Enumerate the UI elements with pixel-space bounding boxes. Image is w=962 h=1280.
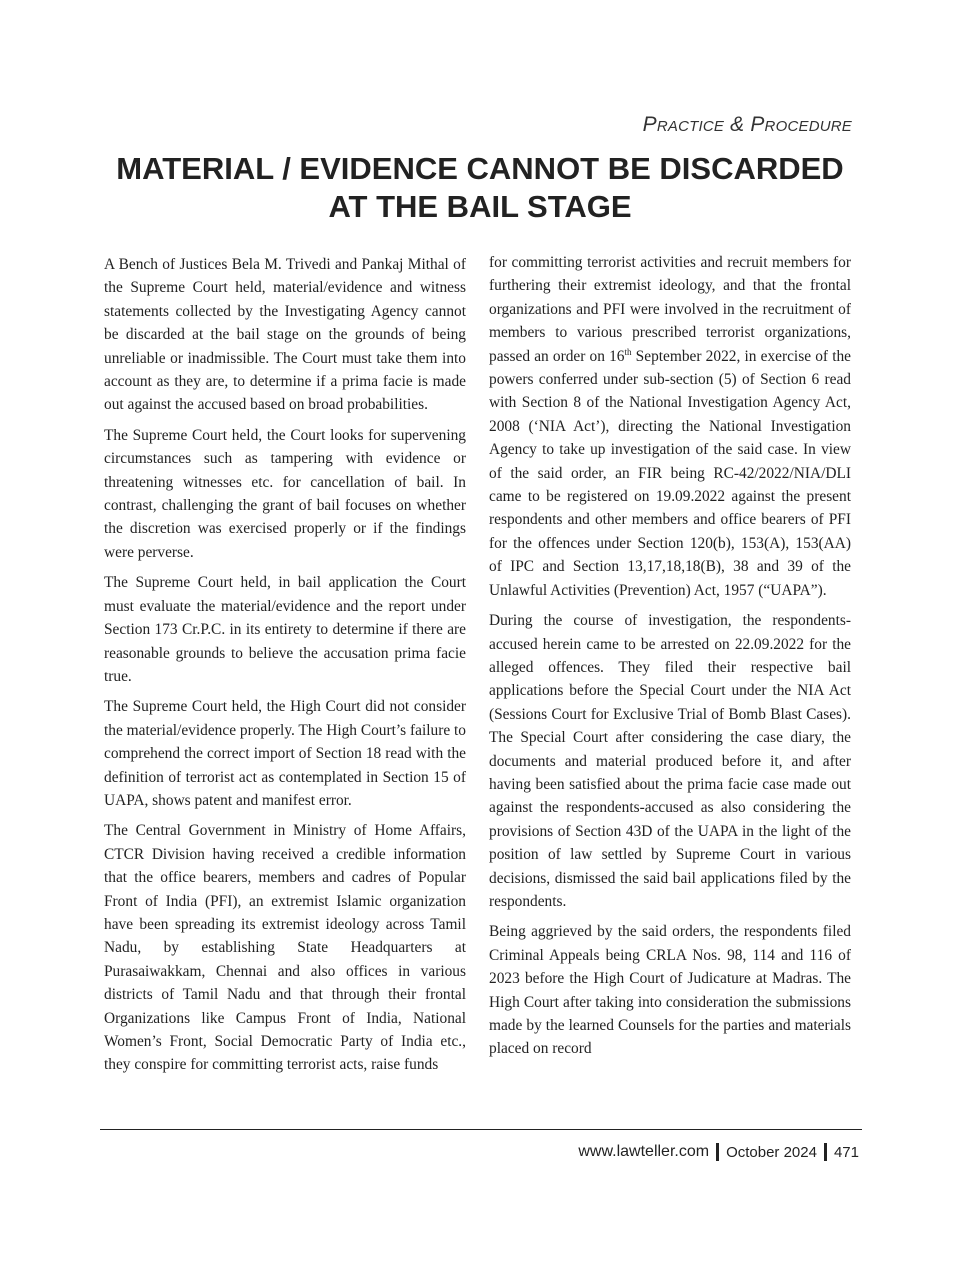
footer-rule	[100, 1129, 862, 1130]
separator	[716, 1143, 719, 1161]
paragraph: A Bench of Justices Bela M. Trivedi and Pankaj Mithal of the Supreme Court held, material/evidence and witness statements collected by the Investigating Agency cannot be discarded at the bail stage on the grounds of being unreliable or inadmissible. The Court must take them into account as they are, to determine if a prima facie is made out against the accused based on broad probabilities.	[104, 256, 466, 414]
left-column	[104, 253, 466, 1084]
article-title	[90, 150, 870, 226]
text-run: September 2022, in exercise of the powers conferred under sub-section (5) of Section 6 read with Section 8 of the National Investigation Agency Act, 2008 (‘NIA Act’), directing the National Investigation Agency to take up investigation of the said case. In view of the said order, an FIR being RC-42/2022/NIA/DLI came to be registered on 19.09.2022 against the present respondents and other members and office bearers of PFI for the offences under Section 120(b), 153(A), 153(AA) of IPC and Section 13,17,18,18(B), 38 and 39 of the Unlawful Activities (Prevention) Act, 1957 (“UAPA”).	[489, 347, 851, 599]
right-column	[489, 253, 851, 1068]
title-line-2: AT THE BAIL STAGE	[328, 189, 632, 224]
page-number: 471	[833, 1143, 859, 1161]
paragraph: The Supreme Court held, the High Court did not consider the material/evidence properly. The High Court’s failure to comprehend the correct import of Section 18 read with the definition of terrorist act as contemplated in Section 15 of UAPA, shows patent and manifest error.	[104, 698, 466, 809]
paragraph: During the course of investigation, the respondents-accused herein came to be arrested on 22.09.2022 for the alleged offences. They filed their respective bail applications before the Special Court under the NIA Act (Sessions Court for Exclusive Trial of Bomb Blast Cases). The Special Court after considering the case diary, the documents and material produced before it, and after having been satisfied about the prima facie case made out against the respondents-accused as also considering the provisions of Section 43D of the UAPA in the light of the position of law settled by Supreme Court in various decisions, dismissed the said bail applications filed by the respondents.	[489, 612, 851, 910]
title-line-1: MATERIAL / EVIDENCE CANNOT BE DISCARDED	[116, 151, 844, 186]
text-run: for committing terrorist activities and recruit members for furthering their extremist ideology, and that the frontal organizations and PFI were involved in the recruitment of members to various prescribed terrorist organizations, passed an order on 16	[489, 254, 851, 365]
website-link[interactable]: www.lawteller.com	[578, 1143, 710, 1160]
paragraph: The Supreme Court held, in bail application the Court must evaluate the material/evidence and the report under Section 173 Cr.P.C. in its entirety to determine if there are reasonable grounds to believe the accusation prima facie true.	[104, 574, 466, 685]
ordinal-suffix: th	[624, 346, 632, 357]
issue-date: October 2024	[726, 1143, 817, 1161]
separator	[824, 1143, 827, 1161]
page-footer	[578, 1143, 859, 1161]
paragraph: The Supreme Court held, the Court looks for supervening circumstances such as tampering with evidence or threatening witnesses etc. for cancellation of bail. In contrast, challenging the grant of bail focuses on whether the discretion was exercised properly or if the findings were perverse.	[104, 426, 466, 561]
section-label: Practice & Procedure	[642, 113, 852, 136]
paragraph: Being aggrieved by the said orders, the respondents filed Criminal Appeals being CRLA Nos. 98, 114 and 116 of 2023 before the High Court of Judicature at Madras. The High Court after taking into consideration the submissions made by the learned Counsels for the parties and materials placed on record	[489, 923, 851, 1058]
paragraph: The Central Government in Ministry of Home Affairs, CTCR Division having received a credible information that the office bearers, members and cadres of Popular Front of India (PFI), an extremist Islamic organization have been spreading its extremist ideology across Tamil Nadu, by establishing State Headquarters at Purasaiwakkam, Chennai and also offices in various districts of Tamil Nadu and that through their frontal Organizations like Campus Front of India, National Women’s Front, Social Democratic Party of India etc., they conspire for committing terrorist acts, raise funds	[104, 822, 466, 1074]
paragraph	[489, 251, 851, 602]
